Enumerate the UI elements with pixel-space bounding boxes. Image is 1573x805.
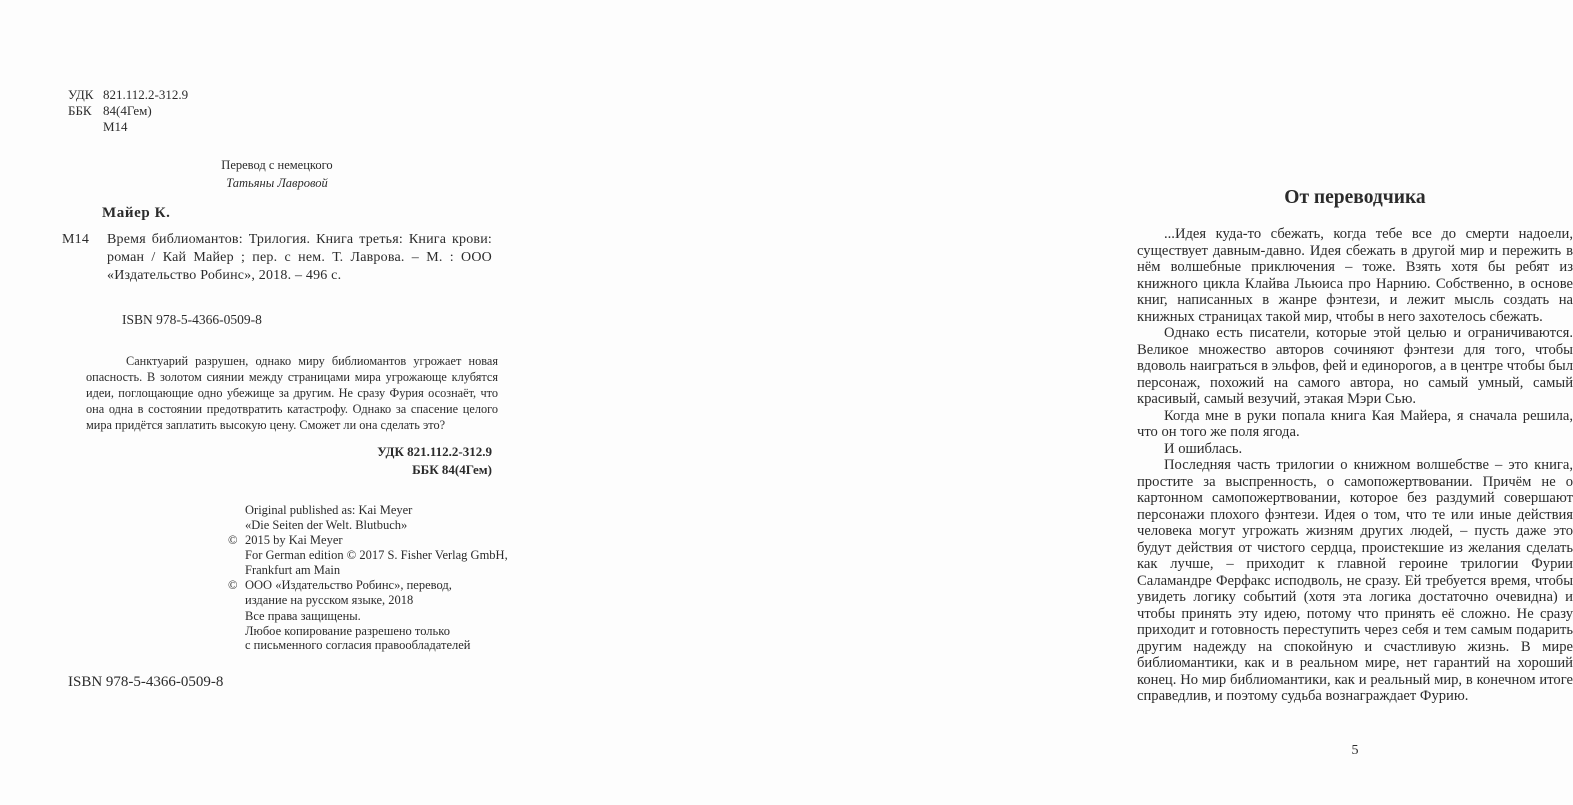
copyright-text: Frankfurt am Main — [245, 563, 341, 577]
copyright-line — [228, 518, 508, 533]
chapter-title: От переводчика — [1284, 187, 1426, 208]
copyright-text: 2015 by Kai Meyer — [245, 533, 343, 547]
copyright-line — [228, 533, 508, 548]
rights-line: Любое копирование разрешено только — [245, 623, 450, 638]
copyright-line — [228, 503, 508, 518]
bbk-value: 84(4Гем) — [103, 103, 152, 118]
copyright-block — [228, 503, 508, 608]
author-code: М14 — [103, 119, 128, 134]
udk-right-line: УДК 821.112.2-312.9 — [377, 444, 492, 459]
author-code-line — [68, 119, 188, 135]
copyright-line — [228, 548, 508, 563]
copyright-text: ООО «Издательство Робинс», перевод, — [245, 578, 452, 592]
copyright-sign: © — [228, 533, 238, 547]
cip-text: Время библиомантов: Трилогия. Книга третья: Книга крови: роман / Кай Майер ; пер. с нем. Т. Лаврова. – М. : ООО «Издательство Робинс», 2018. – 496 с. — [107, 232, 492, 283]
copyright-text: издание на русском языке, 2018 — [245, 593, 414, 607]
annotation: Санктуарий разрушен, однако миру библиомантов угрожает новая опасность. В золотом сиянии между страницами мира угрожающе клубятся идеи, поглощающие одно убежище за другим. Не сразу Фурия осознаёт, что она одна в состоянии предотвратить катастрофу. Однако за спасение целого мира придётся заплатить высокую цену. Сможет ли она сделать это? — [86, 354, 498, 432]
rights-line: с письменного согласия правообладателей — [245, 638, 471, 653]
left-page — [0, 0, 545, 805]
rights-line: Все права защищены. — [245, 609, 361, 623]
author-heading: Майер К. — [102, 205, 171, 221]
copyright-line — [228, 578, 508, 593]
translator-name: Татьяны Лавровой — [226, 176, 328, 190]
paragraph: И ошиблась. — [1164, 440, 1243, 457]
bbk-label: ББК — [68, 103, 92, 118]
copyright-line — [228, 593, 508, 608]
foreword-body — [1137, 226, 1573, 705]
copyright-text: «Die Seiten der Welt. Blutbuch» — [245, 518, 408, 532]
udk-label: УДК — [68, 87, 94, 102]
page-number: 5 — [1351, 743, 1359, 758]
udk-line — [68, 87, 188, 103]
translator-note-line1: Перевод с немецкого — [221, 158, 333, 172]
bbk-right-line: ББК 84(4Гем) — [412, 461, 492, 477]
udk-value: 821.112.2-312.9 — [103, 87, 189, 102]
cip-code: М14 — [62, 232, 90, 247]
right-page — [545, 0, 1573, 805]
copyright-sign: © — [228, 578, 238, 592]
bibliographic-codes — [68, 87, 188, 135]
paragraph: Когда мне в руки попала книга Кая Майера, я сначала решила, что он того же поля ягода. — [1137, 407, 1573, 440]
paragraph: Однако есть писатели, которые этой целью и ограничиваются. Великое множество авторов сочиняют фэнтези для того, чтобы вдоволь наиграться в эльфов, фей и единорогов, а в центре чтобы был персонаж, похожий на самого автора, но самый умный, самый красивый, самый везучий, этакая Мэри Сью. — [1137, 325, 1573, 407]
isbn-top: ISBN 978-5-4366-0509-8 — [122, 312, 262, 327]
copyright-text: Original published as: Kai Meyer — [245, 503, 413, 517]
bbk-line — [68, 103, 188, 119]
paragraph: Последняя часть трилогии о книжном волшебстве – это книга, простите за выспренность, о самопожертвовании. Причём не о картонном самопожертвовании, которое без раздумий совершают персонажи плохого фэнтези. Идея о том, что те или иные действия человека могут угрожать жизням других людей, – пусть даже это будут действия от чистого сердца, проистекшие из желания сделать как лучше, – приходит к главной героине трилогии Фурии Саламандре Ферфакс исподволь, не сразу. Ей требуется время, чтобы увидеть логику событий (хотя эта логика достаточно очевидна) и чтобы принять эту идею, потому что принять её сложно. Не сразу приходит и готовность переступить через себя и тем самым подарить другим надежду на спокойную и счастливую жизнь. В мире библиомантики, как и в реальном мире, нет гарантий на хороший конец. Но мир библиомантики, как и реальный мир, в конечном итоге справедлив, и поэтому судьба вознаграждает Фурию. — [1137, 457, 1573, 704]
paragraph: ...Идея куда-то сбежать, когда тебе все до смерти надоели, существует давным-давно. Идея сбежать в другой мир и пережить в нём волшебные приключения – тоже. Взять хотя бы ребят из книжного цикла Клайва Льюиса про Нарнию. Собственно, в основе книг, написанных в жанре фэнтези, и лежит мысль создать на книжных страницах такой мир, чтобы в него захотелось сбежать. — [1137, 226, 1573, 325]
copyright-text: For German edition © 2017 S. Fisher Verlag GmbH, — [245, 548, 508, 562]
rights-reserved-block — [245, 609, 470, 653]
udk-bbk-right — [86, 443, 492, 478]
cip-entry — [62, 231, 492, 285]
isbn-bottom: ISBN 978-5-4366-0509-8 — [68, 674, 224, 690]
translator-note — [167, 156, 387, 192]
copyright-line — [228, 563, 508, 578]
